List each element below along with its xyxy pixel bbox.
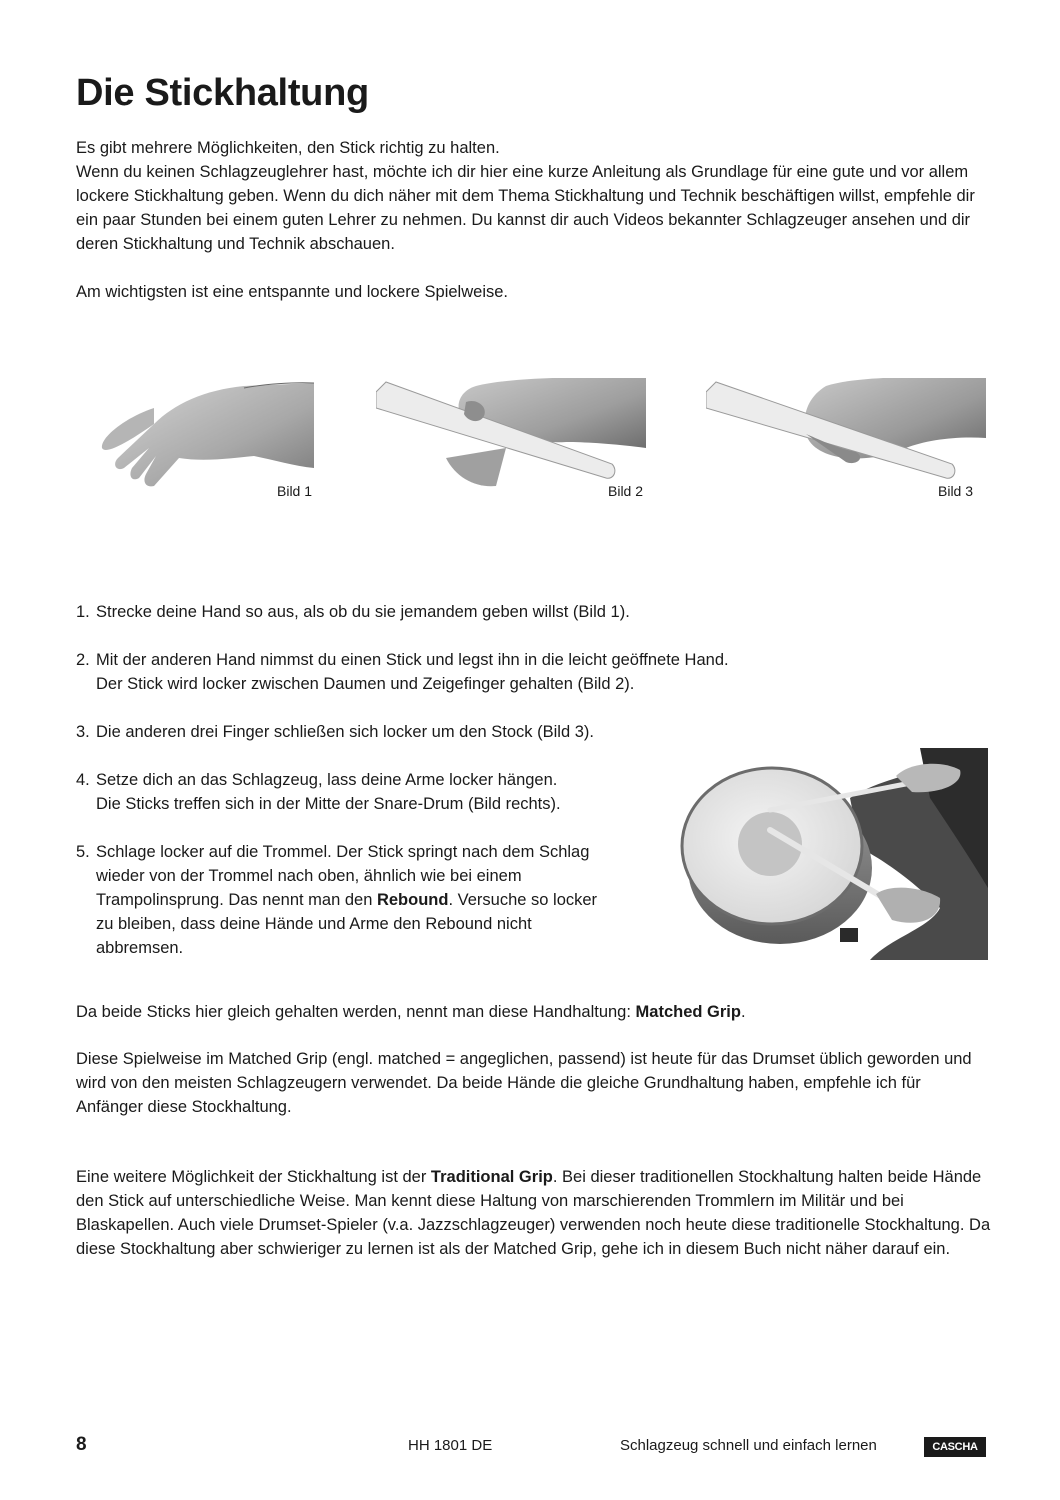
matched-text-before: Da beide Sticks hier gleich gehalten werden, nennt man diese Handhaltung: xyxy=(76,1003,636,1021)
figure-1 xyxy=(94,378,314,488)
intro-paragraph xyxy=(76,136,986,256)
step-number: 5. xyxy=(76,843,90,861)
step-line: Strecke deine Hand so aus, als ob du sie jemandem geben willst (Bild 1). xyxy=(96,603,630,621)
snare-drum-figure xyxy=(680,748,988,960)
product-code: HH 1801 DE xyxy=(408,1437,493,1454)
book-title: Schlagzeug schnell und einfach lernen xyxy=(620,1437,877,1454)
intro-line-1: Es gibt mehrere Möglichkeiten, den Stick richtig zu halten. xyxy=(76,139,500,157)
matched-text-after: . xyxy=(740,1003,746,1021)
figure-1-caption: Bild 1 xyxy=(277,483,313,499)
traditional-grip-paragraph xyxy=(76,1165,996,1261)
step-text-after: . Versuche so locker zu bleiben, dass deine Hände und Arme den Rebound nicht abbremsen. xyxy=(96,891,598,957)
step-text-before: Schlage locker auf die Trommel. Der Stick springt nach dem Schlag wieder von der Trommel nach oben, ähnlich wie bei einem Trampolinsprung. Das nennt man den xyxy=(96,843,590,909)
step-line: Mit der anderen Hand nimmst du einen Stick und legst ihn in die leicht geöffnete Hand. xyxy=(96,651,729,669)
matched-grip-term: Matched Grip xyxy=(635,1003,741,1021)
step-line: Setze dich an das Schlagzeug, lass deine Arme locker hängen. xyxy=(96,771,558,789)
traditional-text-after: . Bei dieser traditionellen Stockhaltung halten beide Hände den Stick auf unterschiedliche Weise. Man kennt diese Haltung von marschierenden Trommlern im Militär und bei Blaskapellen. Auch viele Drumset-Spieler (v.a. Jazzschlagzeuger) verwenden noch heute diese traditionelle Stockhaltung. Da diese Stockhaltung aber schwieriger zu lernen ist als der Matched Grip, gehe ich in diesem Buch nicht näher darauf ein. xyxy=(76,1168,991,1258)
matched-grip-description: Diese Spielweise im Matched Grip (engl. matched = angeglichen, passend) ist heute für das Drumset üblich geworden und wird von den meisten Schlagzeugern verwendet. Da beide Hände die gleiche Grundhaltung haben, empfehle ich für Anfänger diese Stockhaltung. xyxy=(76,1050,972,1116)
figure-3-caption: Bild 3 xyxy=(938,483,974,499)
traditional-text-before: Eine weitere Möglichkeit der Stickhaltung ist der xyxy=(76,1168,431,1186)
snare-drum-with-sticks-photo-icon xyxy=(680,748,988,960)
step-line: Die Sticks treffen sich in der Mitte der Snare-Drum (Bild rechts). xyxy=(96,795,561,813)
step-number: 2. xyxy=(76,651,90,669)
rebound-term: Rebound xyxy=(376,891,449,909)
cascha-logo: CASCHA xyxy=(924,1437,986,1457)
step-number: 1. xyxy=(76,603,90,621)
matched-grip-paragraph xyxy=(76,1000,986,1024)
open-hand-photo-icon xyxy=(94,378,314,488)
emphasis-paragraph: Am wichtigsten ist eine entspannte und lockere Spielweise. xyxy=(76,283,508,301)
step-number: 3. xyxy=(76,723,90,741)
intro-line-2: Wenn du keinen Schlagzeuglehrer hast, möchte ich dir hier eine kurze Anleitung als Grundlage für eine gute und vor allem lockere Stickhaltung geben. Wenn du dich näher mit dem Thema Stickhaltung und Technik beschäftigen willst, empfehle dir ein paar Stunden bei einem guten Lehrer zu nehmen. Du kannst dir auch Videos bekannter Schlagzeuger ansehen und dir deren Stickhaltung und Technik abschauen. xyxy=(76,163,975,253)
page-number: 8 xyxy=(76,1434,87,1455)
figure-2-caption: Bild 2 xyxy=(608,483,644,499)
step-line: Die anderen drei Finger schließen sich locker um den Stock (Bild 3). xyxy=(96,723,594,741)
page-footer xyxy=(0,1434,1060,1462)
step-line: Der Stick wird locker zwischen Daumen und Zeigefinger gehalten (Bild 2). xyxy=(96,675,635,693)
figure-2 xyxy=(376,378,646,488)
figure-3 xyxy=(706,378,986,488)
hand-gripping-stick-photo-icon xyxy=(706,378,986,488)
hand-holding-stick-thumb-photo-icon xyxy=(376,378,646,488)
step-number: 4. xyxy=(76,771,90,789)
page-title: Die Stickhaltung xyxy=(76,72,369,114)
traditional-grip-term: Traditional Grip xyxy=(430,1168,553,1186)
